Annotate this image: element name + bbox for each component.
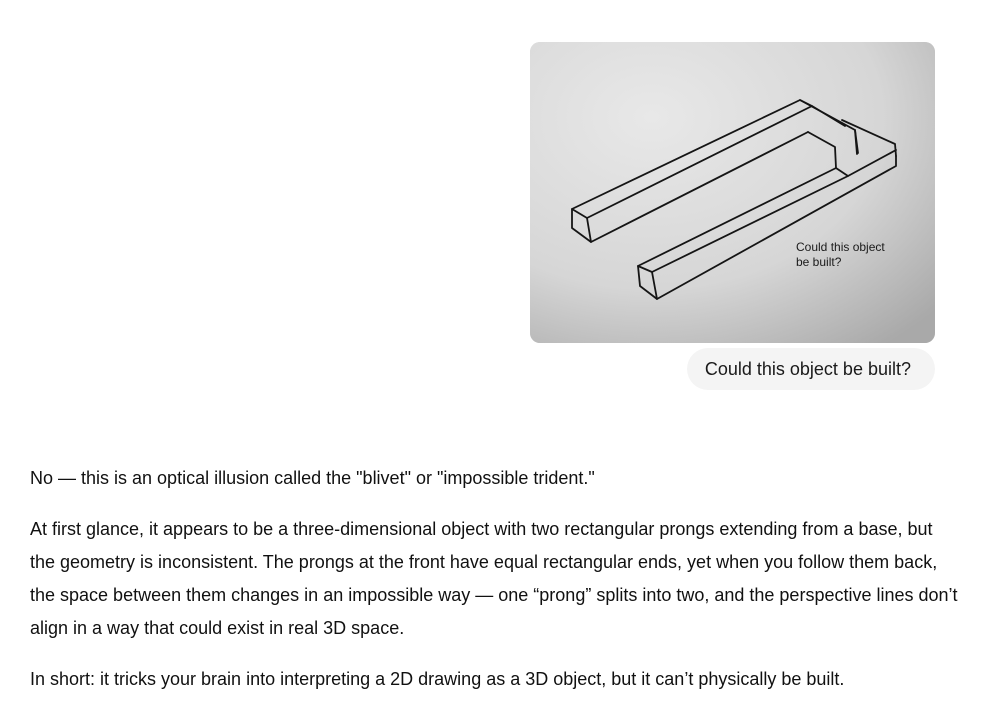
assistant-response xyxy=(30,462,960,712)
user-message-bubble xyxy=(687,348,935,390)
impossible-object-drawing xyxy=(530,42,935,343)
drawing-caption-line-2: be built? xyxy=(796,255,842,269)
user-message-text: Could this object be built? xyxy=(704,358,911,379)
attached-image[interactable] xyxy=(530,42,935,343)
response-paragraph-1: No — this is an optical illusion called the "blivet" or "impossible trident." xyxy=(30,468,595,488)
response-paragraph-3: In short: it tricks your brain into interpreting a 2D drawing as a 3D object, but it can’t physically be built. xyxy=(30,669,845,689)
drawing-caption-line-1: Could this object xyxy=(796,240,885,254)
response-paragraph-2: At first glance, it appears to be a three-dimensional object with two rectangular prongs extending from a base, but the geometry is inconsistent. The prongs at the front have equal rectangular ends, yet when you follow them back, the space between them changes in an impossible way — one “prong” splits into two, and the perspective lines don’t align in a way that could exist in real 3D space. xyxy=(30,519,958,638)
